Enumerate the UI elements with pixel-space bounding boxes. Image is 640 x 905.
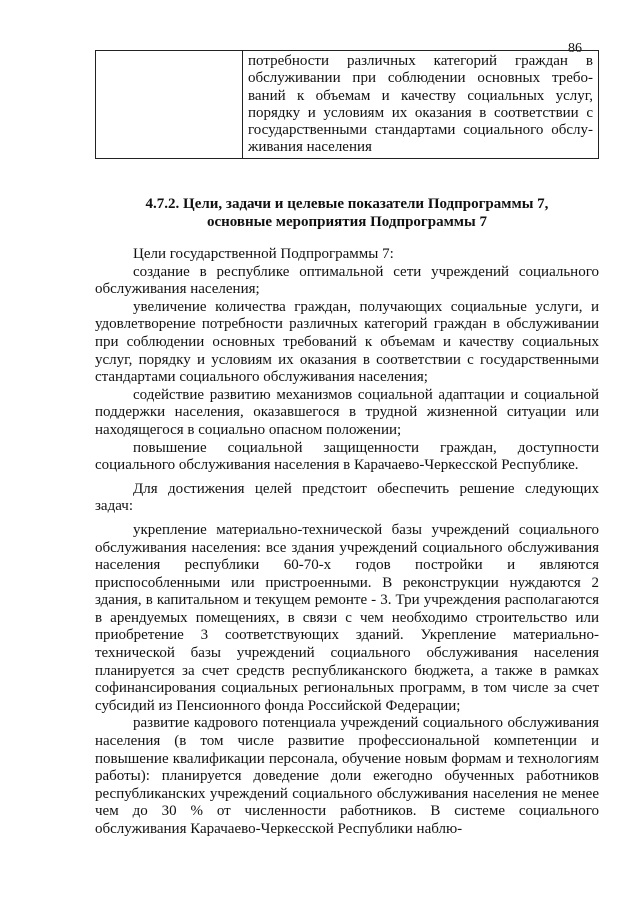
section-heading-line: 4.7.2. Цели, задачи и целевые показатели Подпрограммы 7, [145,196,549,212]
paragraph-tasks-intro: Для достижения целей предстоит обеспечить решение следующих задач: [95,480,599,515]
table-cell-line: государственными стандартами социального обслу- [248,122,593,139]
paragraph-task-infrastructure: укрепление материально-технической базы учреждений социального обслуживания населения: все здания учреждений социального обслуживания населения республики 60-70-х годов постройки и являются приспособленными или пристроенными. В реконструкции нуждаются 2 здания, в капитальном и текущем ремонте - 3. Три учреждения располагаются в арендуемых помещениях, в связи с чем необходимо строительство или приобретение 3 соответствующих зданий. Укрепление материально-технической базы учреждений социального обслуживания населения планируется за счет средств республиканского бюджета, а также в рамках софинансирования социальных региональных программ, в том числе за счет субсидий из Пенсионного фонда Российской Федерации; [95,521,599,714]
paragraph-goals-intro: Цели государственной Подпрограммы 7: [133,246,394,262]
paragraph-task-personnel: развитие кадрового потенциала учреждений социального обслуживания населения (в том числе развитие профессиональной компетенции и повышение квалификации персонала, обучение новым формам и технологиям работы): планируется доведение доли ежегодно обученных работников республиканских учреждений социального обслуживания населения не менее чем до 30 % от численности работников. В системе социального обслуживания Карачаево-Черкесской Республики наблю- [95,715,599,837]
section-heading [95,196,599,231]
table-cell-line: ваний к объемам и качеству социальных услуг, [248,87,593,104]
table-cell-line: потребности различных категорий граждан в [248,53,593,69]
continuation-table [95,50,599,159]
paragraph-goal-network: создание в республике оптимальной сети учреждений социального обслуживания населения; [95,263,599,298]
page-number: 86 [568,41,582,56]
table-cell-line: порядку и условиям их оказания в соответствии с [248,104,593,121]
table-cell-line: обслуживании при соблюдении основных требо- [248,70,593,87]
table-row [96,51,599,159]
section-heading-line: основные мероприятия Подпрограммы 7 [207,213,487,230]
table-cell-text [243,51,599,159]
body-text [95,246,599,839]
table-cell-line: живания населения [248,139,372,156]
paragraph-goal-services: увеличение количества граждан, получающих социальные услуги, и удовлетворение потребности различных категорий граждан в обслуживании при соблюдении основных требований к объемам и качеству социальных услуг, порядку и условиям их оказания в соответствии с государственными стандартами социального обслуживания населения; [95,298,599,386]
paragraph-goal-protection: повышение социальной защищенности граждан, доступности социального обслуживания населения в Карачаево-Черкесской Республике. [95,439,599,474]
table-cell-empty [96,51,243,159]
paragraph-goal-adaptation: содействие развитию механизмов социальной адаптации и социальной поддержки населения, оказавшегося в трудной жизненной ситуации или находящегося в социально опасном положении; [95,386,599,438]
